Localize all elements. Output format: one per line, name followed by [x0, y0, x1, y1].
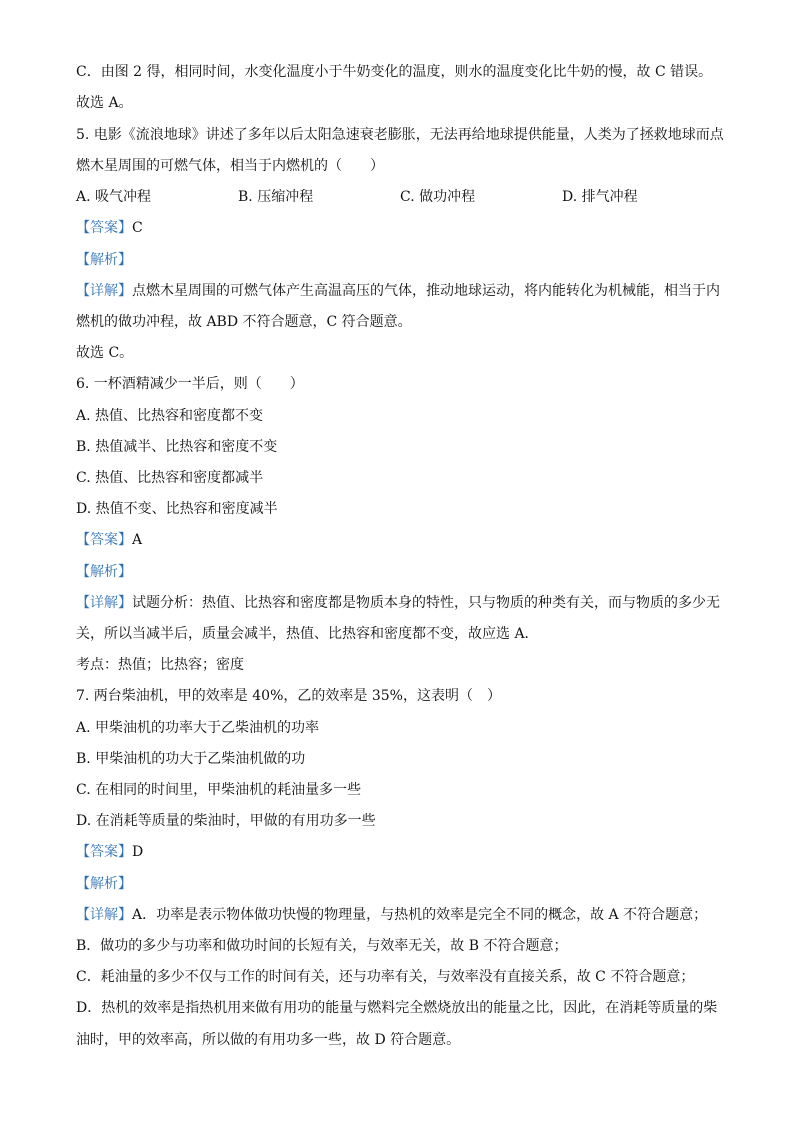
q7-option-a: A. 甲柴油机的功率大于乙柴油机的功率	[76, 720, 320, 736]
q5-detail-line1	[76, 281, 720, 301]
q7-detail-c: C．耗油量的多少不仅与工作的时间有关，还与功率有关，与效率没有直接关系，故 C 不符合题意；	[76, 969, 695, 985]
answer-tag: 【答案】	[76, 220, 132, 236]
q7-detail-d-line2: 油时，甲的效率高，所以做的有用功多一些，故 D 符合题意。	[76, 1032, 461, 1048]
q5-option-d: D. 排气冲程	[562, 189, 638, 205]
q7-option-d: D. 在消耗等质量的柴油时，甲做的有用功多一些	[76, 813, 376, 829]
detail-tag: 【详解】	[76, 595, 132, 611]
q5-analysis-tag	[76, 250, 132, 270]
q7-detail-d-line1: D．热机的效率是指热机用来做有用功的能量与燃料完全燃烧放出的能量之比，因此，在消耗等质量的柴	[76, 1000, 718, 1016]
q7-option-c: C. 在相同的时间里，甲柴油机的耗油量多一些	[76, 782, 362, 798]
q6-option-d: D. 热值不变、比热容和密度减半	[76, 501, 278, 517]
q5-conclusion: 故选 C。	[76, 345, 134, 361]
q5-stem-line2: 燃木星周围的可燃气体，相当于内燃机的（ ）	[76, 158, 384, 174]
detail-text: 试题分析：热值、比热容和密度都是物质本身的特性，只与物质的种类有关，而与物质的多少无	[132, 595, 720, 611]
q7-detail-a	[76, 905, 707, 925]
q6-answer	[76, 530, 142, 550]
q4-conclusion: 故选 A。	[76, 95, 133, 111]
q5-option-a: A. 吸气冲程	[76, 189, 152, 205]
q7-stem: 7. 两台柴油机，甲的效率是 40%，乙的效率是 35%，这表明（ ）	[76, 688, 501, 704]
q5-option-b: B. 压缩冲程	[238, 189, 314, 205]
q6-detail-line2: 关，所以当减半后，质量会减半，热值、比热容和密度都不变，故应选 A．	[76, 626, 539, 642]
q7-answer	[76, 842, 143, 862]
answer-value: A	[132, 532, 143, 548]
answer-value: D	[132, 844, 144, 860]
q5-stem-line1: 5. 电影《流浪地球》讲述了多年以后太阳急速衰老膨胀，无法再给地球提供能量，人类为了拯救地球而点	[76, 127, 724, 143]
q7-analysis-tag	[76, 874, 132, 894]
answer-tag: 【答案】	[76, 844, 132, 860]
q5-detail-line2: 燃机的做功冲程，故 ABD 不符合题意，C 符合题意。	[76, 314, 412, 330]
q7-detail-b: B．做功的多少与功率和做功时间的长短有关，与效率无关，故 B 不符合题意；	[76, 938, 568, 954]
q6-option-c: C. 热值、比热容和密度都减半	[76, 470, 264, 486]
answer-tag: 【答案】	[76, 532, 132, 548]
q6-option-a: A. 热值、比热容和密度都不变	[76, 408, 264, 424]
q6-stem: 6. 一杯酒精减少一半后，则（ ）	[76, 376, 304, 392]
q4-option-c-explanation: C．由图 2 得，相同时间，水变化温度小于牛奶变化的温度，则水的温度变化比牛奶的慢，故 C 错误。	[76, 64, 713, 80]
q5-answer	[76, 218, 143, 238]
detail-tag: 【详解】	[76, 283, 132, 299]
analysis-tag: 【解析】	[76, 564, 132, 580]
detail-tag: 【详解】	[76, 907, 132, 923]
q6-option-b: B. 热值减半、比热容和密度不变	[76, 439, 278, 455]
detail-text: A．功率是表示物体做功快慢的物理量，与热机的效率是完全不同的概念，故 A 不符合题意；	[132, 907, 708, 923]
analysis-tag: 【解析】	[76, 876, 132, 892]
detail-text: 点燃木星周围的可燃气体产生高温高压的气体，推动地球运动，将内能转化为机械能，相当于内	[132, 283, 720, 299]
q6-analysis-tag	[76, 562, 132, 582]
q7-option-b: B. 甲柴油机的功大于乙柴油机做的功	[76, 751, 306, 767]
answer-value: C	[132, 220, 143, 236]
q5-option-c: C. 做功冲程	[400, 189, 476, 205]
q6-detail-line1	[76, 593, 720, 613]
analysis-tag: 【解析】	[76, 252, 132, 268]
q6-knowledge-points: 考点：热值；比热容；密度	[76, 657, 244, 673]
